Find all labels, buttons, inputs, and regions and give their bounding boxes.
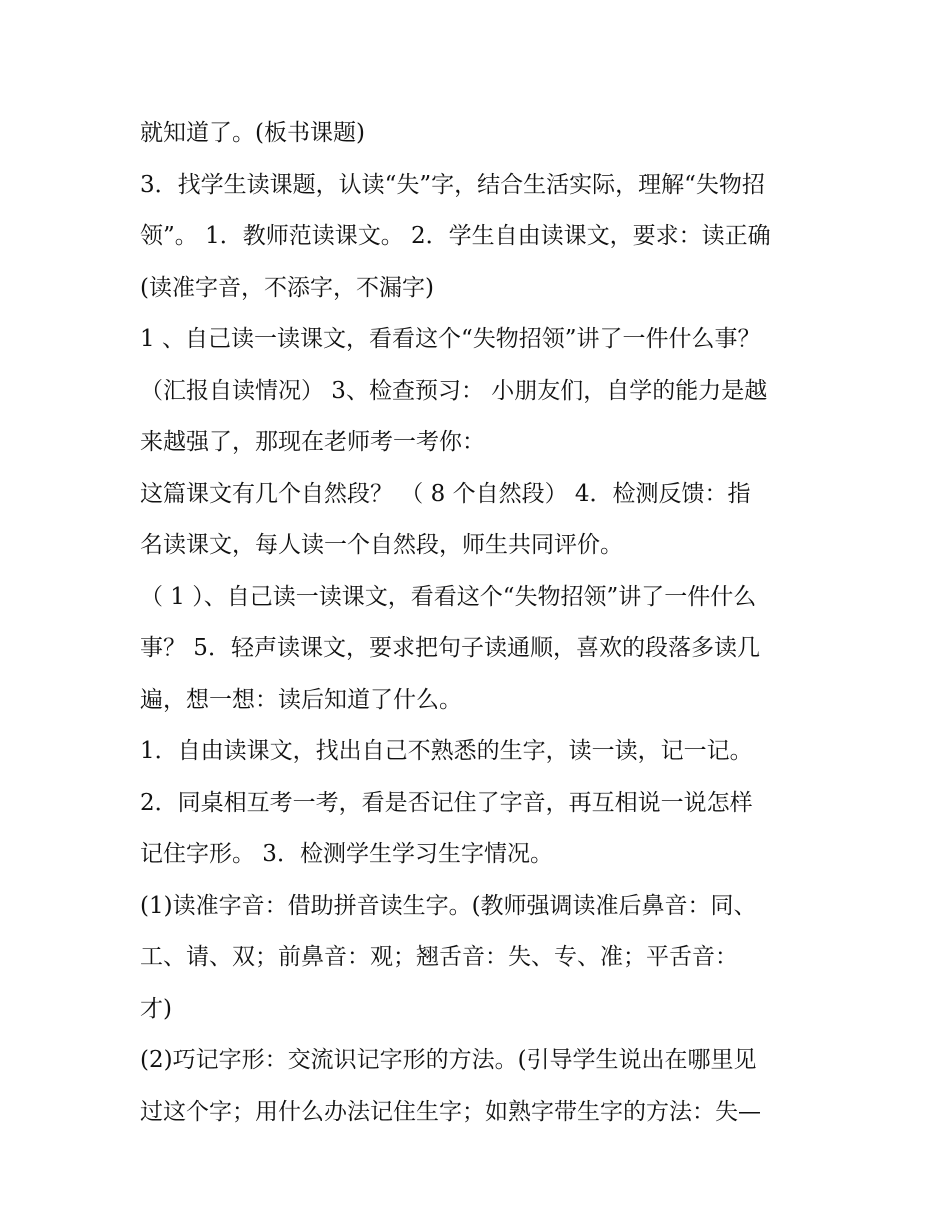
text-line-2: 3．找学生读课题，认读“失”字，结合生活实际，理解“失物招: [140, 171, 765, 198]
text-line-1: 就知道了。(板书课题): [140, 120, 365, 146]
text-line-11: 事？ 5．轻声读课文，要求把句子读通顺，喜欢的段落多读几: [140, 635, 760, 661]
text-line-15: 记住字形。 3．检测学生学习生字情况。: [140, 841, 553, 867]
text-line-8: 这篇课文有几个自然段？ （ 8 个自然段） 4．检测反馈：指: [140, 480, 751, 507]
text-line-4: (读准字音，不添字，不漏字): [140, 274, 434, 301]
text-line-10: （ 1 ）、自己读一读课文，看看这个“失物招领”讲了一件什么: [140, 583, 757, 610]
text-line-5: 1 、自己读一读课文，看看这个“失物招领”讲了一件什么事？: [140, 326, 761, 352]
text-line-13: 1．自由读课文，找出自己不熟悉的生字，读一读，记一记。: [140, 738, 753, 764]
text-line-7: 来越强了，那现在老师考一考你：: [140, 429, 485, 455]
text-line-20: 过这个字；用什么办法记住生字；如熟字带生字的方法：失—: [140, 1098, 761, 1125]
text-line-14: 2．同桌相互考一考，看是否记住了字音，再互相说一说怎样: [140, 789, 753, 816]
text-line-16: (1)读准字音：借助拼音读生字。(教师强调读准后鼻音：同、: [140, 892, 757, 919]
text-line-6: （汇报自读情况） 3、检查预习： 小朋友们，自学的能力是越: [140, 377, 768, 404]
text-line-18: 才): [140, 995, 172, 1022]
text-line-3: 领”。 1．教师范读课文。 2．学生自由读课文，要求：读正确: [140, 223, 771, 249]
text-line-17: 工、请、双；前鼻音：观；翘舌音：失、专、准；平舌音：: [140, 944, 738, 970]
text-line-19: (2)巧记字形：交流识记字形的方法。(引导学生说出在哪里见: [140, 1047, 757, 1073]
text-line-12: 遍，想一想：读后知道了什么。: [140, 686, 462, 713]
document-body: [140, 108, 820, 1138]
text-line-9: 名读课文，每人读一个自然段，师生共同评价。: [140, 532, 623, 558]
